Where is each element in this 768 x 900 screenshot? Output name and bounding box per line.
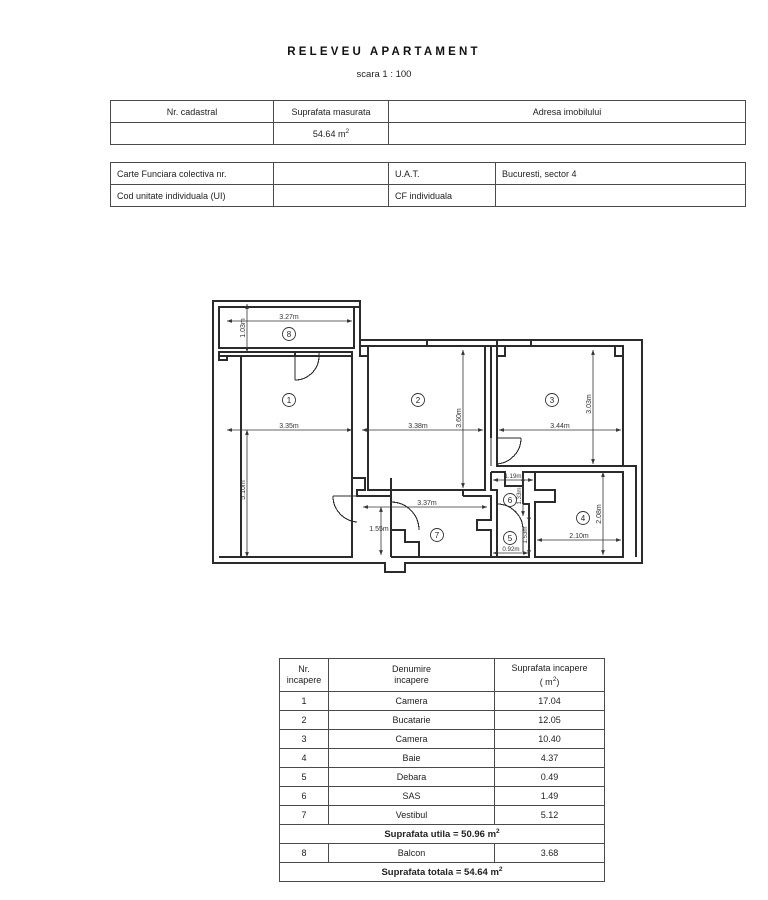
room-name: Camera [329,692,495,711]
table-row [111,101,746,123]
header-nr-line1: Nr. [298,664,310,674]
dim-room3-height: 3.03m [586,394,593,414]
dim-room7-width: 3.37m [417,500,437,507]
header-denumire-line1: Denumire [391,664,431,674]
table-row [280,768,605,787]
room-area: 1.49 [495,787,605,806]
dim-balcony-width: 3.27m [279,314,299,321]
room-marker-5 [504,532,517,545]
room-marker-1 [283,394,296,407]
room-area: 17.04 [495,692,605,711]
suprafata-utila-superscript: 2 [496,827,500,835]
suprafata-totala-text: Suprafata totala = 54.64 m [381,867,499,879]
page-title: RELEVEU APARTAMENT [287,46,481,58]
room-nr: 2 [280,711,329,730]
header-suprafata-incapere [495,659,605,692]
room-marker-2 [412,394,425,407]
table-row [280,730,605,749]
header-denumire-line2: incapere [394,675,429,685]
room-area: 3.68 [495,844,605,863]
table-row [280,692,605,711]
table-row [280,749,605,768]
value-uat[interactable]: Bucuresti, sector 4 [496,163,746,185]
room-nr: 6 [280,787,329,806]
room1-door-swing [295,356,319,380]
room-name: Bucatarie [329,711,495,730]
room2-top-wall [360,340,427,346]
room-marker-4 [577,512,590,525]
header-denumire-incapere [329,659,495,692]
total-row [280,863,605,882]
room-area: 12.05 [495,711,605,730]
vestibul-entry-jog [463,496,491,557]
room2-right-wall [463,356,485,496]
table-row [111,123,746,145]
value-carte-funciara-colectiva[interactable] [274,163,389,185]
room-marker-label-1: 1 [286,396,292,405]
room-marker-label-4: 4 [580,514,586,523]
dim-room2-height: 3.60m [456,408,463,428]
carte-funciara-table [110,162,746,207]
room-name: Debara [329,768,495,787]
room-area: 10.40 [495,730,605,749]
room-nr: 5 [280,768,329,787]
room-marker-label-8: 8 [286,330,292,339]
dim-balcony-depth: 1.03m [240,318,247,338]
table-header-row [280,659,605,692]
dim-room1-height: 5.10m [240,480,247,500]
header-adresa-imobilului: Adresa imobilului [389,101,746,123]
room-schedule-table [279,658,605,882]
suprafata-utila [280,825,605,844]
room-marker-7 [431,529,444,542]
room-marker-label-6: 6 [507,496,513,505]
room-marker-label-5: 5 [507,534,513,543]
header-nr-cadastral: Nr. cadastral [111,101,274,123]
header-nr-line2: incapere [286,675,322,685]
room-name: Baie [329,749,495,768]
vestibul-door1-swing [333,496,357,522]
room3-walls [497,340,505,356]
room4-outer-top [535,466,636,557]
header-suprafata-masurata: Suprafata masurata [274,101,389,123]
room3-top-wall-right [531,346,623,356]
entrance-door [385,563,405,572]
drawing-scale: scara 1 : 100 [356,69,412,80]
dim-room5-width: 0.92m [502,546,520,553]
subtotal-row [280,825,605,844]
header-suprafata-line2: ( m [539,676,553,687]
label-cf-individuala: CF individuala [389,185,496,207]
room-name: SAS [329,787,495,806]
floorplan-drawing [205,290,650,575]
label-carte-funciara-colectiva: Carte Funciara colectiva nr. [111,163,274,185]
header-suprafata-line1: Suprafata incapere [511,662,588,673]
table-row [111,185,746,207]
room-nr: 3 [280,730,329,749]
suprafata-totala [280,863,605,882]
dim-room3-width: 3.44m [550,423,570,430]
room-marker-6 [504,494,517,507]
table-row [280,711,605,730]
suprafata-utila-text: Suprafata utila = 50.96 m [384,829,497,841]
room-nr: 7 [280,806,329,825]
value-cod-unitate-individuala[interactable] [274,185,389,207]
room1-vestibul-wall-jog [352,478,391,496]
room-area: 5.12 [495,806,605,825]
label-uat: U.A.T. [389,163,496,185]
room4-walls [535,472,623,557]
balcony-row [280,844,605,863]
square-unit-superscript: 2 [345,128,350,135]
dim-room5-height: 1.53m [522,526,529,544]
room2-top-wall-right [427,346,485,356]
dim-room6-height: 1.33m [516,487,523,505]
room-name: Balcon [329,844,495,863]
room-marker-label-2: 2 [415,396,421,405]
room3-inner-walls [497,346,623,466]
vestibul-door2-swing [391,502,419,530]
value-adresa-imobilului[interactable] [389,123,746,145]
value-nr-cadastral[interactable] [111,123,274,145]
room1-right-wall [219,356,352,557]
room-nr: 1 [280,692,329,711]
value-suprafata-masurata [274,123,389,145]
room-nr: 4 [280,749,329,768]
dim-room4-height: 2.08m [596,504,603,524]
room1-top-wall [295,352,352,356]
header-nr-incapere [280,659,329,692]
room-area: 0.49 [495,768,605,787]
dim-room2-width: 3.38m [408,423,428,430]
room-marker-8 [283,328,296,341]
dim-room7-height: 1.55m [369,526,389,533]
dim-room4-width: 2.10m [569,533,589,540]
room-name: Camera [329,730,495,749]
header-suprafata-superscript: 2 [552,675,557,683]
room2-walls [360,346,368,356]
suprafata-totala-superscript: 2 [498,865,503,873]
room-area: 4.37 [495,749,605,768]
cadastral-table [110,100,746,145]
value-cf-individuala[interactable] [496,185,746,207]
table-row [280,806,605,825]
room-marker-label-3: 3 [549,396,555,405]
room-marker-3 [546,394,559,407]
room1-walls [219,356,241,557]
table-row [280,787,605,806]
table-row [111,163,746,185]
header-suprafata-line2-end: ) [556,676,560,687]
sas-left-wall [491,472,497,502]
room3-door-swing [497,438,521,464]
vestibul-walls [391,496,497,557]
dim-room6-width: 1.19m [504,473,522,480]
room-name: Vestibul [329,806,495,825]
room5-door-swing [497,504,523,530]
label-cod-unitate-individuala: Cod unitate individuala (UI) [111,185,274,207]
room-nr: 8 [280,844,329,863]
dim-room1-width: 3.35m [279,423,299,430]
room-marker-label-7: 7 [434,531,440,540]
suprafata-masurata-text: 54.64 m [312,129,346,139]
